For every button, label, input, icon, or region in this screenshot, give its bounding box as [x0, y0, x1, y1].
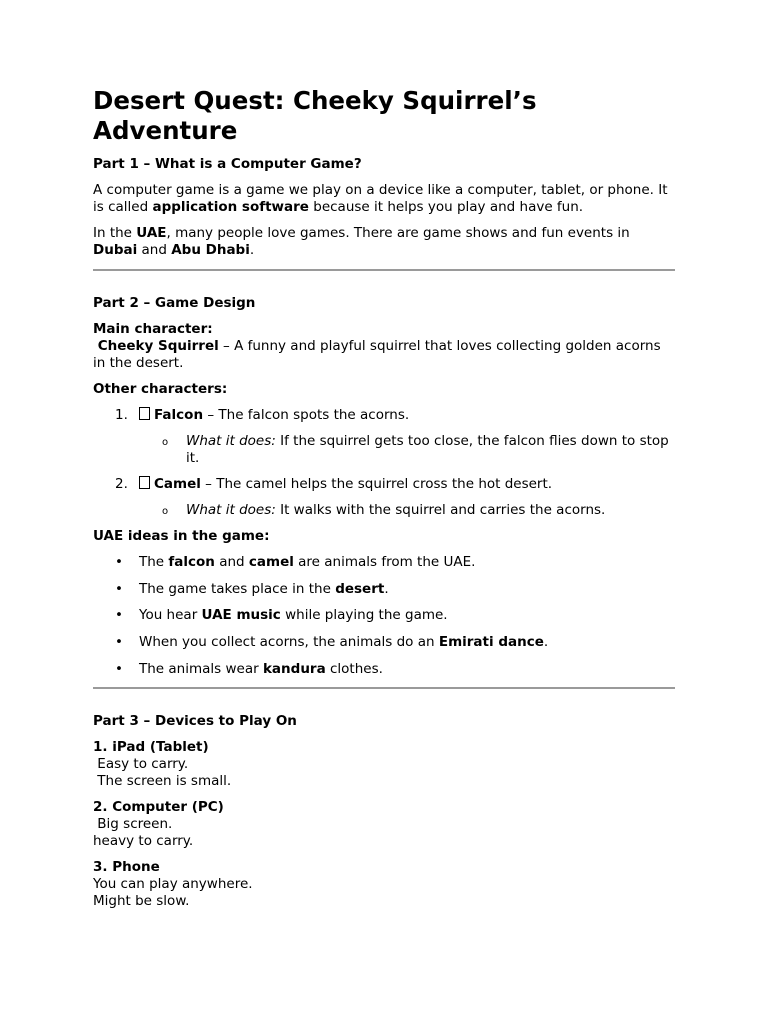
- sub-text: If the squirrel gets too close, the falcon flies down to stop it.: [186, 433, 669, 466]
- list-item: • The animals wear kandura clothes.: [115, 660, 383, 677]
- document-body: [93, 86, 675, 919]
- text-run: and: [137, 242, 172, 258]
- device-item: [93, 799, 675, 850]
- bullet: •: [115, 634, 123, 651]
- bullet: •: [115, 660, 123, 677]
- device-title: 3. Phone: [93, 859, 160, 876]
- list-item: • The game takes place in the desert.: [115, 580, 389, 597]
- sub-bullet: o: [162, 437, 169, 448]
- device-line: You can play anywhere.: [93, 876, 253, 893]
- device-item: [93, 739, 675, 790]
- character-desc: – The camel helps the squirrel cross the hot desert.: [200, 476, 553, 492]
- character-desc: – The falcon spots the acorns.: [203, 407, 410, 423]
- list-number: 2.: [115, 476, 128, 492]
- list-item: [93, 476, 675, 519]
- list-item: [93, 407, 675, 467]
- bold-term: Dubai: [93, 242, 138, 258]
- uae-ideas-list: [93, 554, 675, 678]
- list-item: • The falcon and camel are animals from the UAE.: [115, 554, 476, 570]
- part2-heading: Part 2 – Game Design: [93, 295, 256, 311]
- device-line: heavy to carry.: [93, 833, 194, 850]
- text-run: A computer game is a game we play on a device like a computer, tablet, or phone. It is called: [93, 182, 668, 215]
- camel-icon: [139, 476, 150, 489]
- bold-term: application software: [152, 199, 309, 215]
- uae-ideas-label: UAE ideas in the game:: [93, 528, 270, 544]
- device-title: 1. iPad (Tablet): [93, 739, 209, 756]
- main-character-block: [93, 321, 675, 372]
- bold-term: UAE: [136, 225, 167, 241]
- document-title: Desert Quest: Cheeky Squirrel’s Adventure: [93, 86, 537, 145]
- list-item: • You hear UAE music while playing the game.: [115, 607, 448, 624]
- part1-paragraph-1: [93, 182, 675, 216]
- device-line: Might be slow.: [93, 893, 190, 910]
- sub-text: It walks with the squirrel and carries the acorns.: [275, 502, 606, 518]
- bullet: •: [115, 580, 123, 597]
- section-divider: [93, 687, 675, 689]
- sub-label: What it does:: [186, 433, 276, 449]
- list-number: 1.: [115, 407, 128, 423]
- sub-item: [139, 433, 675, 467]
- main-character-label: Main character:: [93, 321, 213, 337]
- sub-label: What it does:: [186, 502, 276, 518]
- section-divider: [93, 269, 675, 271]
- bullet: •: [115, 607, 123, 624]
- device-line: The screen is small.: [93, 773, 232, 790]
- text-run: because it helps you play and have fun.: [308, 199, 584, 215]
- bold-term: Abu Dhabi: [171, 242, 250, 258]
- list-item: • When you collect acorns, the animals do an Emirati dance.: [115, 634, 549, 651]
- falcon-icon: [139, 407, 150, 420]
- main-character-desc: – A funny and playful squirrel that loves collecting golden acorns in the desert.: [93, 338, 661, 371]
- device-line: Big screen.: [93, 816, 173, 833]
- device-line: Easy to carry.: [93, 756, 189, 773]
- text-run: In the: [93, 225, 137, 241]
- text-run: .: [249, 242, 255, 258]
- device-title: 2. Computer (PC): [93, 799, 224, 816]
- character-list: [93, 407, 675, 519]
- character-name: Falcon: [154, 407, 204, 423]
- character-name: Camel: [154, 476, 201, 492]
- text-run: , many people love games. There are game shows and fun events in: [166, 225, 630, 241]
- bullet: •: [115, 554, 123, 570]
- part1-paragraph-2: [93, 225, 675, 259]
- sub-item: [139, 502, 675, 519]
- part3-heading: Part 3 – Devices to Play On: [93, 713, 297, 730]
- main-character-name: Cheeky Squirrel: [97, 338, 219, 354]
- sub-bullet: o: [162, 506, 169, 517]
- part1-heading: Part 1 – What is a Computer Game?: [93, 156, 362, 172]
- other-characters-label: Other characters:: [93, 381, 228, 397]
- device-item: [93, 859, 675, 910]
